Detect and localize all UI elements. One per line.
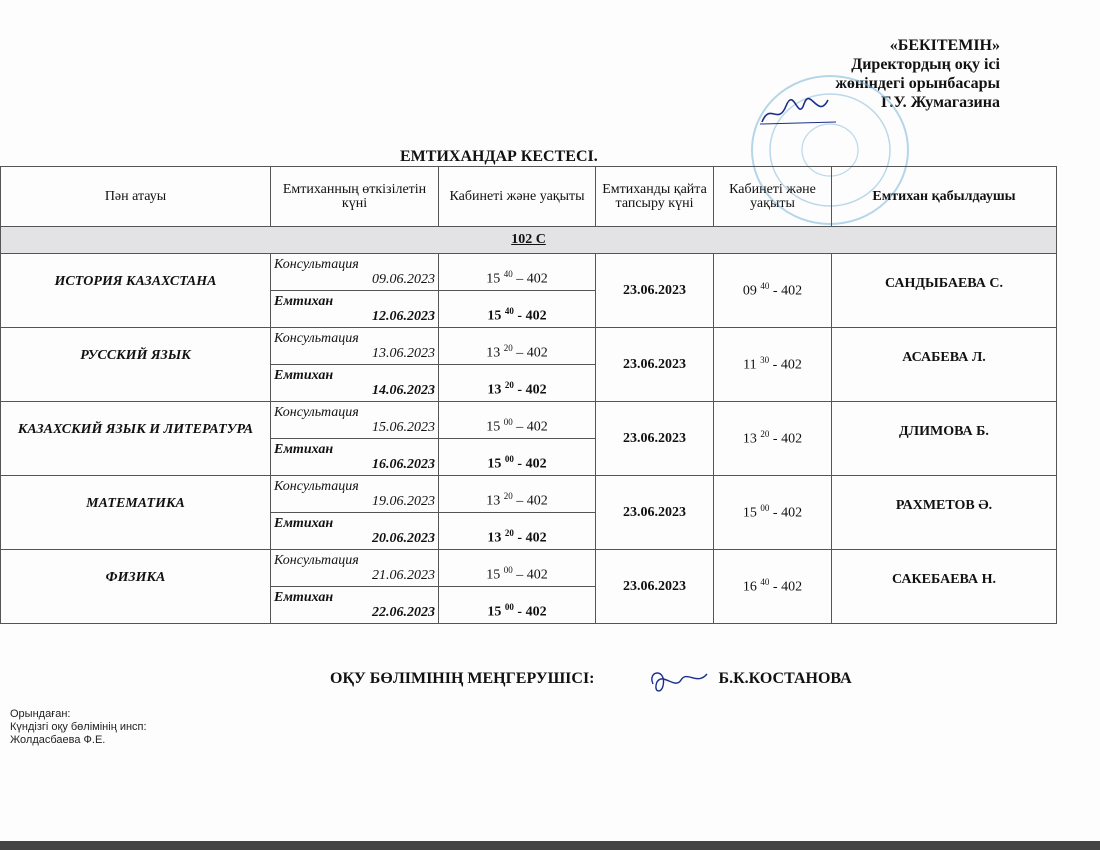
- exam-label: Емтихан: [274, 590, 334, 605]
- consultation-time: [439, 254, 596, 291]
- retake-room: - 402: [769, 505, 803, 521]
- exam-date: 14.06.2023: [372, 383, 435, 398]
- exam-cell: [271, 365, 439, 402]
- exam-room: - 402: [513, 531, 547, 546]
- retake-room: - 402: [769, 357, 802, 373]
- exam-minute: 00: [504, 602, 514, 613]
- exam-time: [439, 365, 596, 402]
- footer: [330, 670, 852, 688]
- retake-date: 23.06.2023: [596, 550, 714, 624]
- director-signature-icon: [758, 92, 838, 132]
- exam-time: [439, 587, 596, 624]
- examiner-name: АСАБЕВА Л.: [832, 328, 1057, 402]
- consultation-cell: [271, 402, 439, 439]
- exam-schedule-table: [0, 166, 1057, 624]
- consultation-minute: 00: [503, 417, 513, 428]
- prepared-position: Күндізгі оқу бөлімінің инсп:: [10, 721, 147, 733]
- table-row: [1, 476, 1057, 513]
- consultation-label: Консультация: [274, 405, 359, 420]
- exam-cell: [271, 439, 439, 476]
- retake-minute: 40: [760, 281, 770, 292]
- consultation-room: – 402: [512, 494, 548, 509]
- page-title: ЕМТИХАНДАР КЕСТЕСІ.: [400, 148, 598, 165]
- consultation-label: Консультация: [274, 331, 359, 346]
- consultation-room: – 402: [512, 272, 548, 287]
- retake-hour: 16: [742, 579, 757, 595]
- approval-position-1: Директордың оқу ісі: [851, 56, 1000, 73]
- examiner-name: РАХМЕТОВ Ә.: [832, 476, 1057, 550]
- exam-date: 12.06.2023: [372, 309, 435, 324]
- retake-time: [714, 550, 832, 624]
- exam-minute: 40: [504, 306, 514, 317]
- retake-time: [714, 476, 832, 550]
- exam-cell: [271, 587, 439, 624]
- retake-room: - 402: [769, 579, 803, 595]
- approval-signer: Г.У. Жумагазина: [881, 94, 1000, 111]
- exam-minute: 20: [504, 380, 514, 391]
- prepared-by: [10, 708, 147, 747]
- consultation-label: Консультация: [274, 479, 359, 494]
- consultation-hour: 13: [486, 494, 501, 509]
- retake-hour: 11: [743, 357, 757, 373]
- header-retake-room-time: Кабинеті және уақыты: [714, 167, 832, 227]
- scan-edge: [0, 841, 1100, 850]
- exam-label: Емтихан: [274, 442, 334, 457]
- exam-room: - 402: [513, 605, 547, 620]
- consultation-time: [439, 402, 596, 439]
- exam-label: Емтихан: [274, 516, 334, 531]
- retake-room: - 402: [769, 283, 803, 299]
- retake-time: [714, 254, 832, 328]
- consultation-date: 21.06.2023: [372, 568, 435, 583]
- consultation-hour: 15: [486, 568, 501, 583]
- consultation-date: 15.06.2023: [372, 420, 435, 435]
- retake-date: 23.06.2023: [596, 328, 714, 402]
- group-label: 102 С: [1, 227, 1057, 254]
- examiner-name: САКЕБАЕВА Н.: [832, 550, 1057, 624]
- group-row: [1, 227, 1057, 254]
- consultation-date: 19.06.2023: [372, 494, 435, 509]
- exam-date: 22.06.2023: [372, 605, 435, 620]
- consultation-cell: [271, 254, 439, 291]
- consultation-cell: [271, 476, 439, 513]
- consultation-cell: [271, 328, 439, 365]
- retake-time: [714, 328, 832, 402]
- exam-label: Емтихан: [274, 368, 334, 383]
- retake-date: 23.06.2023: [596, 254, 714, 328]
- table-row: [1, 550, 1057, 587]
- head-signature-icon: [645, 664, 715, 700]
- exam-room: - 402: [513, 457, 547, 472]
- exam-label: Емтихан: [274, 294, 334, 309]
- exam-minute: 00: [504, 454, 514, 465]
- prepared-label: Орындаған:: [10, 708, 71, 720]
- header-retake-date: Емтиханды қайта тапсыру күні: [596, 167, 714, 227]
- exam-cell: [271, 291, 439, 328]
- head-of-department-label: ОҚУ БӨЛІМІНІҢ МЕҢГЕРУШІСІ:: [330, 670, 595, 687]
- consultation-time: [439, 328, 596, 365]
- exam-hour: 13: [487, 383, 502, 398]
- header-exam-date: Емтиханның өткізілетін күні: [271, 167, 439, 227]
- subject-name: МАТЕМАТИКА: [1, 476, 271, 550]
- subject-name: РУССКИЙ ЯЗЫК: [1, 328, 271, 402]
- table-row: [1, 402, 1057, 439]
- consultation-hour: 15: [486, 272, 501, 287]
- header-row: [1, 167, 1057, 227]
- consultation-minute: 20: [503, 491, 513, 502]
- approval-position-2: жөніндегі орынбасары: [835, 75, 1000, 92]
- consultation-hour: 13: [486, 346, 501, 361]
- retake-date: 23.06.2023: [596, 402, 714, 476]
- header-examiner: Емтихан қабылдаушы: [832, 167, 1057, 227]
- consultation-room: – 402: [512, 346, 548, 361]
- prepared-name: Жолдасбаева Ф.Е.: [10, 734, 106, 746]
- consultation-time: [439, 476, 596, 513]
- exam-hour: 15: [487, 605, 502, 620]
- table-row: [1, 254, 1057, 291]
- exam-time: [439, 439, 596, 476]
- exam-room: - 402: [513, 309, 547, 324]
- examiner-name: САНДЫБАЕВА С.: [832, 254, 1057, 328]
- consultation-hour: 15: [486, 420, 501, 435]
- header-room-time: Кабинеті және уақыты: [439, 167, 596, 227]
- retake-date: 23.06.2023: [596, 476, 714, 550]
- retake-minute: 40: [760, 577, 770, 588]
- exam-hour: 13: [487, 531, 502, 546]
- approval-heading: «БЕКІТЕМІН»: [889, 37, 1000, 54]
- exam-hour: 15: [487, 309, 502, 324]
- exam-room: - 402: [513, 383, 547, 398]
- consultation-minute: 20: [503, 343, 513, 354]
- consultation-minute: 40: [503, 269, 513, 280]
- retake-time: [714, 402, 832, 476]
- consultation-room: – 402: [512, 568, 548, 583]
- consultation-date: 09.06.2023: [372, 272, 435, 287]
- exam-cell: [271, 513, 439, 550]
- retake-minute: 00: [760, 503, 770, 514]
- consultation-date: 13.06.2023: [372, 346, 435, 361]
- table-row: [1, 328, 1057, 365]
- consultation-cell: [271, 550, 439, 587]
- consultation-time: [439, 550, 596, 587]
- retake-hour: 13: [742, 431, 757, 447]
- subject-name: КАЗАХСКИЙ ЯЗЫК И ЛИТЕРАТУРА: [1, 402, 271, 476]
- retake-minute: 30: [760, 355, 770, 366]
- exam-date: 20.06.2023: [372, 531, 435, 546]
- consultation-label: Консультация: [274, 257, 359, 272]
- exam-minute: 20: [504, 528, 514, 539]
- retake-minute: 20: [760, 429, 770, 440]
- consultation-room: – 402: [512, 420, 548, 435]
- exam-date: 16.06.2023: [372, 457, 435, 472]
- head-of-department-name: Б.К.КОСТАНОВА: [718, 670, 852, 687]
- consultation-minute: 00: [503, 565, 513, 576]
- retake-hour: 15: [742, 505, 757, 521]
- exam-time: [439, 291, 596, 328]
- header-subject: Пән атауы: [1, 167, 271, 227]
- retake-hour: 09: [742, 283, 757, 299]
- retake-room: - 402: [769, 431, 803, 447]
- subject-name: ИСТОРИЯ КАЗАХСТАНА: [1, 254, 271, 328]
- examiner-name: ДЛИМОВА Б.: [832, 402, 1057, 476]
- consultation-label: Консультация: [274, 553, 359, 568]
- subject-name: ФИЗИКА: [1, 550, 271, 624]
- exam-time: [439, 513, 596, 550]
- exam-hour: 15: [487, 457, 502, 472]
